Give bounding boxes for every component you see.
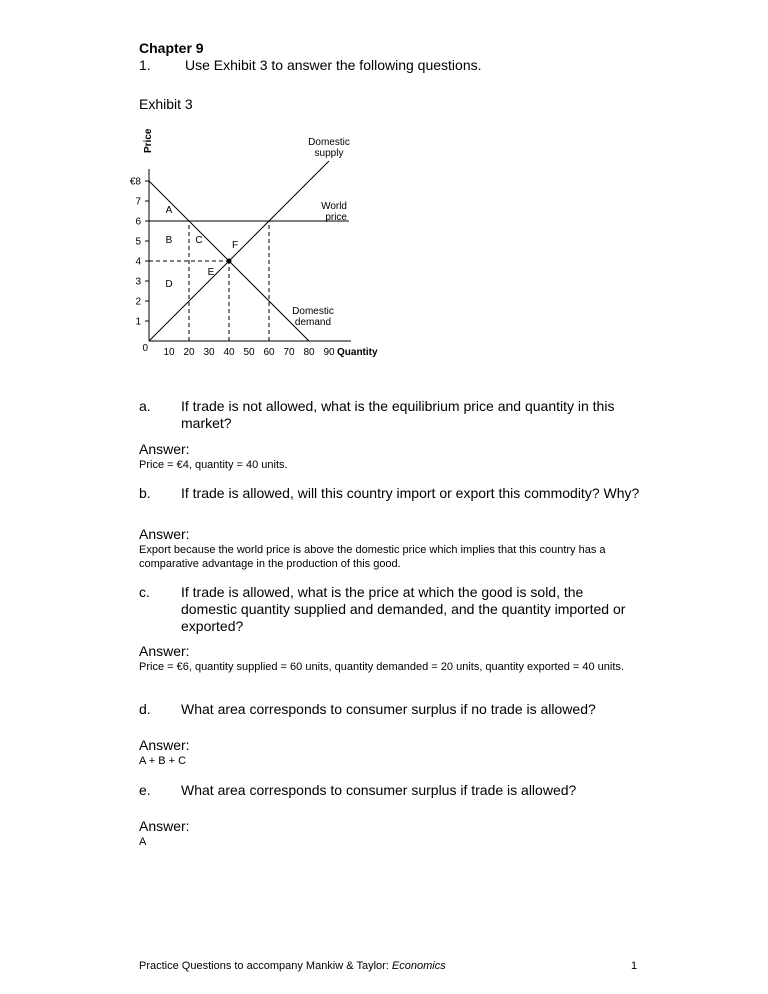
world-price-label: price <box>325 212 347 223</box>
part-d-answer: A + B + C <box>139 755 187 767</box>
y-tick-label: €8 <box>129 176 141 188</box>
supply-label: Domestic <box>308 137 350 148</box>
part-c-answer: Price = €6, quantity supplied = 60 units, quantity demanded = 20 units, quantity exported = 40 units. <box>139 661 624 673</box>
origin-label: 0 <box>142 343 148 354</box>
supply-label: supply <box>314 148 344 159</box>
y-axis-label: Price <box>143 128 154 153</box>
x-tick-label: 30 <box>203 347 215 358</box>
y-tick-label: 4 <box>135 256 141 268</box>
question-number: 1. <box>139 57 151 73</box>
part-d-question: What area corresponds to consumer surplus if no trade is allowed? <box>181 701 596 717</box>
world-price-label: World <box>321 201 347 212</box>
part-b-answer-label: Answer: <box>139 526 190 542</box>
part-a-answer: Price = €4, quantity = 40 units. <box>139 459 288 471</box>
footer-text <box>139 960 446 972</box>
x-tick-label: 90 <box>323 347 335 358</box>
chapter-heading: Chapter 9 <box>139 40 204 56</box>
footer-prefix: Practice Questions to accompany Mankiw & Taylor: <box>139 960 392 972</box>
y-tick-label: 6 <box>135 216 141 228</box>
part-c-letter: c. <box>139 584 150 600</box>
demand-label: Domestic <box>292 306 334 317</box>
part-c-question: If trade is allowed, what is the price at which the good is sold, the domestic quantity supplied and demanded, and the quantity imported or exported? <box>181 584 626 634</box>
demand-label: demand <box>294 317 332 328</box>
region-label-d: D <box>165 279 173 290</box>
x-tick-label: 80 <box>303 347 315 358</box>
part-a-answer-label: Answer: <box>139 441 190 457</box>
part-d-answer-label: Answer: <box>139 737 190 753</box>
page-number: 1 <box>631 960 638 972</box>
exhibit-title: Exhibit 3 <box>139 96 193 112</box>
equilibrium-point <box>227 259 232 264</box>
part-a-letter: a. <box>139 398 151 414</box>
region-label-b: B <box>165 235 173 246</box>
y-tick-label: 7 <box>135 196 141 208</box>
y-tick-label: 1 <box>135 316 141 328</box>
exhibit-chart <box>125 117 400 362</box>
region-label-f: F <box>231 240 239 251</box>
part-b-answer: Export because the world price is above the domestic price which implies that this country has a comparative advantage in the production of this good. <box>139 544 606 570</box>
region-label-a: A <box>165 205 173 216</box>
footer-book-title: Economics <box>391 960 446 972</box>
part-c-answer-label: Answer: <box>139 643 190 659</box>
part-e-question: What area corresponds to consumer surplus if trade is allowed? <box>181 782 577 798</box>
part-e-answer-label: Answer: <box>139 818 190 834</box>
part-d-letter: d. <box>139 701 151 717</box>
x-tick-label: 10 <box>163 347 175 358</box>
x-tick-label: 60 <box>263 347 275 358</box>
y-tick-label: 3 <box>135 276 141 288</box>
part-b-question: If trade is allowed, will this country import or export this commodity? Why? <box>181 485 640 501</box>
region-label-e: E <box>207 267 215 278</box>
part-a-question: If trade is not allowed, what is the equilibrium price and quantity in this market? <box>181 398 615 431</box>
part-b-letter: b. <box>139 485 151 501</box>
y-tick-label: 5 <box>135 236 141 248</box>
y-tick-label: 2 <box>135 296 141 308</box>
x-axis-label: Quantity <box>337 347 378 358</box>
x-tick-label: 40 <box>223 347 235 358</box>
part-e-answer: A <box>139 836 147 848</box>
part-e-letter: e. <box>139 782 151 798</box>
x-tick-label: 50 <box>243 347 255 358</box>
x-tick-label: 20 <box>183 347 195 358</box>
x-tick-label: 70 <box>283 347 295 358</box>
question-text: Use Exhibit 3 to answer the following questions. <box>185 57 482 73</box>
region-label-c: C <box>195 235 203 246</box>
